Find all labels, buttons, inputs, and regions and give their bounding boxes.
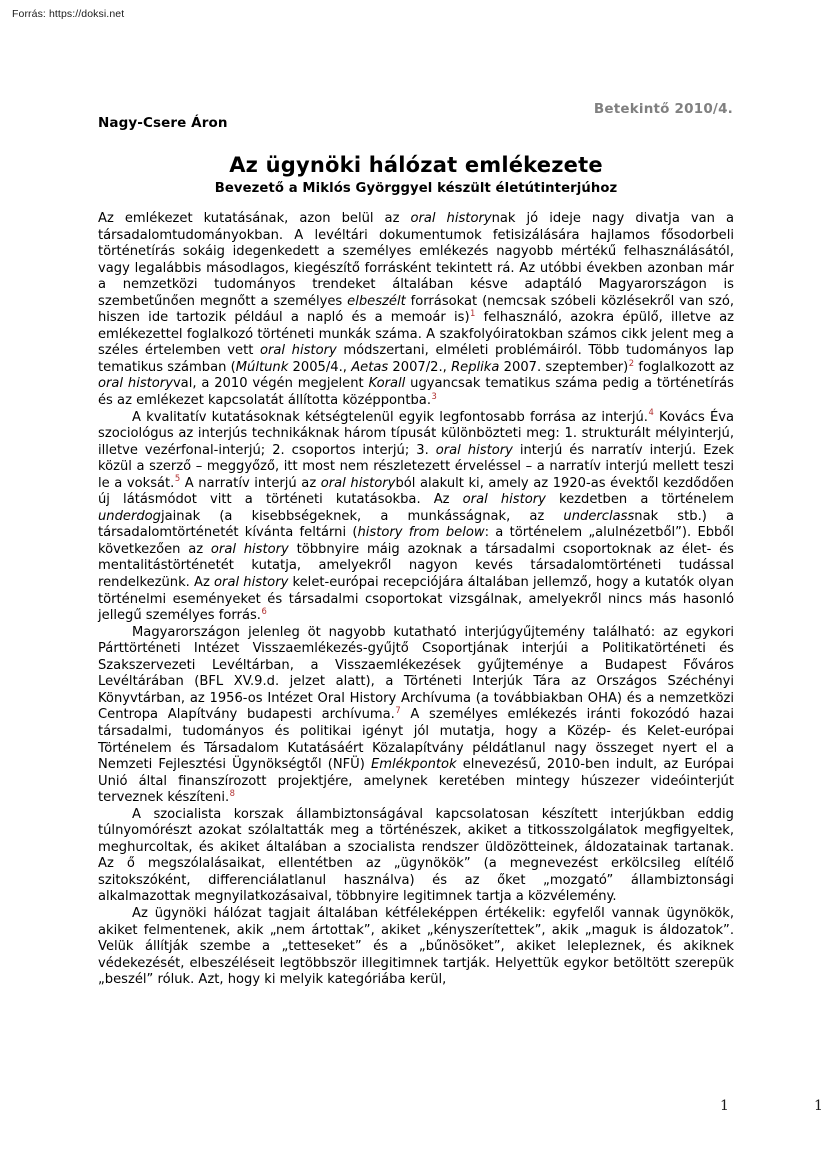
paragraph-1: Az emlékezet kutatásának, azon belül az oral historynak jó ideje nagy divatja van a társadalomtudományokban. A levéltári dokumentumok fetisizálására hajlamos fősodorbeli történetírás sokáig idegenkedett a személyes emlékezés nagyobb mértékű felhasználásától, vagy legalábbis másodlagos, kiegészítő forrásként tekintett rá. Az utóbbi években azonban már a nemzetközi tudományos trendeket általában késve adaptáló Magyarországon is szembetűnően megnőtt a személyes elbeszélt forrásokat (nemcsak szóbeli közlésekről van szó, hiszen ide tartozik például a napló és a memoár is)$^1$ felhasználó, azokra épülő, illetve az emlékezettel foglalkozó történeti munkák száma. A szakfolyóiratokban számos cikk jelent meg a széles értelemben vett oral history módszertani, elméleti problémáiról. Több tudományos lap tematikus számban (Múltunk 2005/4., Aetas 2007/2., Replika 2007. szeptember)$^2$ foglalkozott az oral historyval, a 2010 végén megjelent Korall ugyancsak tematikus száma pedig a történetírás és az emlékezet kapcsolatát állította középpontba.$^3$ (98, 211, 734, 409)
paragraph-4: A szocialista korszak állambiztonságával kapcsolatosan készített interjúkban eddig túlnyomórészt azokat szólaltatták meg a történészek, akiket a titkosszolgálatok megfigyeltek, meghurcoltak, és akiket általában a szocialista rendszer üldözötteinek, áldozatainak tartanak. Az ő megszólalásaikat, ellentétben az „ügynökök” (a megnevezést erkölcsileg elítélő szitokszóként, differenciálatlanul használva) és az őket „mozgató” állambiztonsági alkalmazottak megnyilatkozásaival, többnyire legitimnek tartja a közvélemény. (98, 806, 734, 905)
title-block (98, 152, 734, 198)
page-number-outer: 1 (814, 1098, 823, 1114)
paragraph-2: A kvalitatív kutatásoknak kétségtelenül egyik legfontosabb forrása az interjú.$^4$ Kovács Éva szociológus az interjús technikáknak három típusát különbözteti meg: 1. strukturált mélyinterjú, illetve vezérfonal-interjú; 2. csoportos interjú; 3. oral history interjú és narratív interjú. Ezek közül a szerző – meggyőző, itt most nem részletezett érveléssel – a narratív interjú mellett teszi le a voksát.$^5$ A narratív interjú az oral historyból alakult ki, amely az 1920-as évektől kezdődően új látásmódot vitt a történeti kutatásokba. Az oral history kezdetben a történelem underdogjainak (a kisebbségeknek, a munkásságnak, az underclassnak stb.) a társadalomtörténetét kívánta feltárni (history from below: a történelem „alulnézetből”). Ebből következően az oral history többnyire máig azoknak a társadalmi csoportoknak az élet- és mentalitástörténetét kutatja, amelyekről nagyon kevés társadalomtörténeti tudással rendelkezünk. Az oral history kelet-európai recepciójára általában jellemző, hogy a kutatók olyan történelmi eseményeket és társadalmi csoportokat vizsgálnak, amelyekről nincs más hasonló jellegű személyes forrás.$^6$ (98, 407, 735, 624)
journal-issue-label: Betekintő 2010/4. (593, 101, 733, 117)
paragraph-3: Magyarországon jelenleg öt nagyobb kutatható interjúgyűjtemény található: az egykori Párttörténeti Intézet Visszaemlékezés-gyűjtő Csoportjának interjúi a Politikatörténeti és Szakszervezeti Levéltárban, a Visszaemlékezések gyűjteménye a Budapest Főváros Levéltárában (BFL XV.9.d. jelzet alatt), a Történeti Interjúk Tára az Országos Széchényi Könyvtárban, az 1956-os Intézet Oral History Archívuma (a továbbiakban OHA) és a nemzetközi Centropa Alapítvány budapesti archívuma.$^7$ A személyes emlékezés iránti fokozódó hazai társadalmi, tudományos és politikai igényt jól mutatja, hogy a Közép- és Kelet-európai Történelem és Társadalom Kutatásáért Közalapítvány példátlanul nagy összeget nyert el a Nemzeti Fejlesztési Ügynökségtől (NFÜ) Emlékpontok elnevezésű, 2010-ben indult, az Európai Unió által finanszírozott projektjére, amelynek keretében mintegy húszezer videóinterjút terveznek készíteni.$^8$ (98, 624, 735, 806)
author-name: Nagy-Csere Áron (98, 115, 228, 131)
page-subtitle: Bevezető a Miklós Györggyel készült életútinterjúhoz (214, 181, 618, 196)
source-banner: Forrás: https://doksi.net (12, 8, 125, 20)
page-title: Az ügynöki hálózat emlékezete (229, 153, 603, 177)
paragraph-5: Az ügynöki hálózat tagjait általában kétféleképpen értékelik: egyfelől vannak ügynökök, akiket felmentenek, akik „nem ártottak”, akiket „kényszerítettek”, akik „maguk is áldozatok”. Velük állítják szembe a „tetteseket” és a „bűnösöket”, akiket lelepleznek, és akiknek védekezését, elbeszéléseit legtöbbször illegitimnek tartják. Helyettük egykor betöltött szerepük „beszél” róluk. Azt, hogy ki melyik kategóriába kerül, (98, 905, 734, 988)
article-body (98, 211, 734, 989)
page-number-inner: 1 (720, 1098, 729, 1114)
